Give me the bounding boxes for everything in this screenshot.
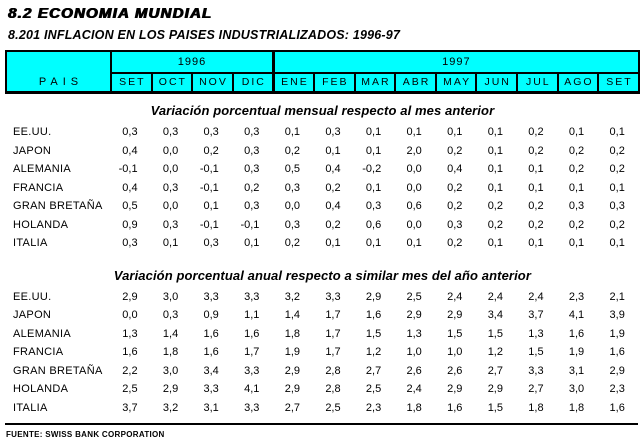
value-cell: 0,3 [568, 200, 585, 213]
value-cell: 1,9 [284, 346, 301, 359]
value-cell: 0,2 [528, 126, 544, 139]
country-label: FRANCIA [13, 346, 64, 359]
month-header-oct: OCT [152, 73, 193, 93]
value-cell: 0,1 [568, 126, 585, 139]
value-cell: 0,6 [406, 200, 422, 213]
value-cell: 1,0 [447, 346, 463, 359]
value-cell: 3,7 [528, 309, 544, 322]
value-cell: 2,7 [528, 383, 544, 396]
value-cell: 0,2 [609, 144, 625, 157]
value-cell: 0,1 [325, 144, 341, 157]
value-cell: 0,3 [162, 126, 179, 139]
value-cell: 0,3 [203, 126, 219, 139]
value-cell: 0,2 [284, 237, 301, 250]
table-row [6, 399, 639, 418]
value-cell: 2,8 [325, 383, 341, 396]
value-cell: 0,1 [528, 181, 544, 194]
value-cell: 1,7 [325, 346, 341, 359]
value-cell: 1,6 [568, 327, 585, 340]
month-header-feb: FEB [314, 73, 355, 93]
value-cell: 0,2 [203, 144, 219, 157]
country-label: EE.UU. [13, 126, 52, 139]
country-label: HOLANDA [13, 383, 69, 396]
value-cell: 1,8 [406, 401, 422, 414]
value-cell: 0,1 [325, 237, 341, 250]
country-label: ITALIA [13, 401, 48, 414]
value-cell: 0,1 [203, 200, 219, 213]
value-cell: 1,5 [487, 401, 503, 414]
table-row [6, 142, 639, 161]
value-cell: -0,1 [240, 218, 260, 231]
value-cell: 2,4 [528, 290, 544, 303]
value-cell: 3,4 [487, 309, 503, 322]
table-header [6, 51, 639, 93]
value-cell: 0,1 [365, 181, 382, 194]
value-cell: 1,2 [487, 346, 503, 359]
year-header-1996: 1996 [111, 51, 273, 73]
value-cell: 0,3 [244, 200, 260, 213]
value-cell: 1,3 [528, 327, 544, 340]
table-row [6, 123, 639, 142]
value-cell: 3,3 [203, 383, 219, 396]
value-cell: 0,1 [487, 181, 503, 194]
value-cell: 0,5 [284, 163, 301, 176]
footer-rule [5, 423, 638, 425]
value-cell: 4,1 [568, 309, 585, 322]
value-cell: 3,3 [325, 290, 341, 303]
value-cell: 0,2 [447, 144, 463, 157]
country-label: JAPON [13, 144, 52, 157]
value-cell: 2,6 [447, 364, 463, 377]
value-cell: 1,6 [609, 401, 625, 414]
value-cell: 0,6 [365, 218, 382, 231]
value-cell: 0,3 [244, 144, 260, 157]
value-cell: 3,7 [122, 401, 138, 414]
value-cell: 0,1 [568, 181, 585, 194]
value-cell: 0,1 [487, 163, 503, 176]
value-cell: 0,2 [487, 200, 503, 213]
value-cell: 2,1 [609, 290, 625, 303]
month-header-set: SET [111, 73, 152, 93]
value-cell: 0,0 [406, 181, 422, 194]
year-header-1997: 1997 [273, 51, 638, 73]
value-cell: 1,1 [244, 309, 260, 322]
value-cell: 2,4 [487, 290, 503, 303]
value-cell: 1,5 [528, 346, 544, 359]
value-cell: 1,5 [365, 327, 382, 340]
value-cell: 1,3 [122, 327, 138, 340]
value-cell: 0,0 [162, 163, 179, 176]
value-cell: 2,9 [365, 290, 382, 303]
month-header-jun: JUN [476, 73, 517, 93]
value-cell: 0,1 [609, 237, 625, 250]
value-cell: 3,4 [203, 364, 219, 377]
value-cell: 0,0 [406, 163, 422, 176]
value-cell: 0,2 [487, 218, 503, 231]
value-cell: 1,5 [487, 327, 503, 340]
value-cell: 0,2 [325, 181, 341, 194]
value-cell: 0,0 [162, 144, 179, 157]
value-cell: 0,2 [528, 144, 544, 157]
value-cell: -0,1 [199, 181, 219, 194]
value-cell: 0,0 [162, 200, 179, 213]
month-header-abr: ABR [395, 73, 436, 93]
value-cell: -0,1 [199, 163, 219, 176]
table-row [6, 343, 639, 362]
table-row [6, 306, 639, 325]
table-row [6, 288, 639, 307]
value-cell: 1,2 [365, 346, 382, 359]
value-cell: 0,2 [447, 200, 463, 213]
value-cell: 0,3 [122, 126, 138, 139]
value-cell: 2,9 [487, 383, 503, 396]
table-row [6, 160, 639, 179]
month-header-set: SET [598, 73, 639, 93]
month-header-nov: NOV [192, 73, 233, 93]
inflation-table [5, 50, 640, 417]
value-cell: 2,7 [487, 364, 503, 377]
country-label: ALEMANIA [13, 327, 72, 340]
value-cell: 0,2 [447, 181, 463, 194]
value-cell: 1,6 [122, 346, 138, 359]
value-cell: 1,8 [284, 327, 301, 340]
value-cell: 0,4 [325, 200, 341, 213]
value-cell: 0,3 [447, 218, 463, 231]
value-cell: 1,4 [162, 327, 179, 340]
value-cell: 0,2 [528, 218, 544, 231]
value-cell: 0,3 [122, 237, 138, 250]
value-cell: 1,3 [406, 327, 422, 340]
year-header-row [6, 51, 639, 73]
value-cell: 0,2 [244, 181, 260, 194]
value-cell: 0,3 [284, 218, 301, 231]
value-cell: 1,7 [325, 309, 341, 322]
value-cell: 0,2 [528, 200, 544, 213]
value-cell: 1,8 [162, 346, 179, 359]
value-cell: 0,3 [365, 200, 382, 213]
value-cell: 0,1 [365, 144, 382, 157]
value-cell: 0,2 [568, 144, 585, 157]
value-cell: 2,9 [447, 309, 463, 322]
value-cell: 2,7 [284, 401, 301, 414]
value-cell: 0,1 [284, 126, 301, 139]
value-cell: 1,6 [447, 401, 463, 414]
country-label: GRAN BRETAÑA [13, 200, 103, 213]
value-cell: 2,5 [325, 401, 341, 414]
value-cell: 2,9 [162, 383, 179, 396]
value-cell: 3,1 [203, 401, 219, 414]
table-row [6, 197, 639, 216]
value-cell: 0,2 [609, 163, 625, 176]
value-cell: 1,6 [203, 346, 219, 359]
value-cell: 0,2 [568, 163, 585, 176]
value-cell: 0,3 [244, 163, 260, 176]
value-cell: 0,1 [487, 126, 503, 139]
value-cell: 1,4 [284, 309, 301, 322]
value-cell: 2,3 [568, 290, 585, 303]
value-cell: 3,3 [244, 290, 260, 303]
value-cell: 0,1 [162, 237, 179, 250]
value-cell: 0,1 [365, 237, 382, 250]
value-cell: 0,1 [487, 237, 503, 250]
value-cell: 0,9 [122, 218, 138, 231]
value-cell: 1,0 [406, 346, 422, 359]
value-cell: 1,5 [447, 327, 463, 340]
value-cell: 1,7 [244, 346, 260, 359]
value-cell: 0,4 [122, 181, 138, 194]
value-cell: 0,2 [284, 144, 301, 157]
value-cell: 3,3 [244, 401, 260, 414]
value-cell: 0,3 [325, 126, 341, 139]
value-cell: 2,5 [406, 290, 422, 303]
value-cell: 0,5 [122, 200, 138, 213]
section-title-row [6, 93, 639, 124]
table-body [6, 93, 639, 418]
month-header-jul: JUL [517, 73, 558, 93]
section-title: Variación porcentual mensual respecto al mes anterior [150, 103, 495, 118]
table-row [6, 234, 639, 253]
value-cell: 0,1 [406, 237, 422, 250]
value-cell: 1,6 [609, 346, 625, 359]
value-cell: 3,3 [244, 364, 260, 377]
table-row [6, 216, 639, 235]
value-cell: 2,9 [122, 290, 138, 303]
month-header-mar: MAR [355, 73, 396, 93]
value-cell: 2,3 [609, 383, 625, 396]
value-cell: 0,0 [406, 218, 422, 231]
value-cell: 3,0 [162, 364, 179, 377]
value-cell: 0,3 [609, 200, 625, 213]
page-subtitle: 8.201 INFLACION EN LOS PAISES INDUSTRIALIZADOS: 1996-97 [8, 28, 401, 42]
value-cell: 2,5 [365, 383, 382, 396]
value-cell: 0,1 [568, 237, 585, 250]
value-cell: 2,9 [284, 364, 301, 377]
value-cell: 0,1 [609, 126, 625, 139]
value-cell: 3,3 [528, 364, 544, 377]
value-cell: 0,1 [365, 126, 382, 139]
country-label: FRANCIA [13, 181, 64, 194]
value-cell: 1,8 [528, 401, 544, 414]
value-cell: 0,3 [162, 218, 179, 231]
country-label: ALEMANIA [13, 163, 72, 176]
value-cell: 3,2 [284, 290, 301, 303]
value-cell: 0,1 [528, 237, 544, 250]
month-header-dic: DIC [233, 73, 274, 93]
value-cell: 3,1 [568, 364, 585, 377]
value-cell: 0,1 [487, 144, 503, 157]
value-cell: 0,3 [162, 309, 179, 322]
value-cell: 2,0 [406, 144, 422, 157]
value-cell: 4,1 [244, 383, 260, 396]
value-cell: 3,0 [162, 290, 179, 303]
value-cell: 0,2 [568, 218, 585, 231]
value-cell: -0,2 [362, 163, 382, 176]
table-row [6, 362, 639, 381]
country-label: ITALIA [13, 237, 48, 250]
value-cell: 3,9 [609, 309, 625, 322]
document-page [0, 5, 644, 439]
value-cell: 3,3 [203, 290, 219, 303]
value-cell: 2,9 [284, 383, 301, 396]
value-cell: 3,2 [162, 401, 179, 414]
value-cell: 2,5 [122, 383, 138, 396]
value-cell: 1,7 [325, 327, 341, 340]
value-cell: 0,3 [244, 126, 260, 139]
value-cell: 0,3 [284, 181, 301, 194]
value-cell: 0,0 [122, 309, 138, 322]
table-row [6, 179, 639, 198]
value-cell: 2,8 [325, 364, 341, 377]
month-header-ene: ENE [273, 73, 314, 93]
country-label: EE.UU. [13, 290, 52, 303]
value-cell: 0,2 [325, 218, 341, 231]
value-cell: 2,3 [365, 401, 382, 414]
value-cell: 0,4 [447, 163, 463, 176]
country-label: JAPON [13, 309, 52, 322]
value-cell: 0,0 [284, 200, 301, 213]
value-cell: 0,1 [406, 126, 422, 139]
page-title: 8.2 ECONOMIA MUNDIAL [8, 5, 213, 22]
value-cell: 1,8 [568, 401, 585, 414]
value-cell: 2,7 [365, 364, 382, 377]
month-header-may: MAY [436, 73, 477, 93]
value-cell: 2,9 [406, 309, 422, 322]
value-cell: 0,4 [325, 163, 341, 176]
value-cell: -0,1 [118, 163, 138, 176]
value-cell: -0,1 [199, 218, 219, 231]
value-cell: 3,0 [568, 383, 585, 396]
value-cell: 0,1 [528, 163, 544, 176]
value-cell: 2,9 [447, 383, 463, 396]
country-column-header: PAIS [6, 51, 111, 93]
value-cell: 0,3 [203, 237, 219, 250]
value-cell: 2,6 [406, 364, 422, 377]
value-cell: 0,2 [609, 218, 625, 231]
value-cell: 0,1 [447, 126, 463, 139]
value-cell: 1,6 [203, 327, 219, 340]
value-cell: 2,4 [406, 383, 422, 396]
table-row [6, 325, 639, 344]
value-cell: 2,2 [122, 364, 138, 377]
month-header-ago: AGO [558, 73, 599, 93]
value-cell: 1,6 [244, 327, 260, 340]
country-label: HOLANDA [13, 218, 69, 231]
value-cell: 0,1 [244, 237, 260, 250]
value-cell: 0,9 [203, 309, 219, 322]
table-row [6, 380, 639, 399]
source-note: FUENTE: SWISS BANK CORPORATION [6, 430, 165, 439]
value-cell: 1,6 [365, 309, 382, 322]
country-label: GRAN BRETAÑA [13, 364, 103, 377]
value-cell: 2,9 [609, 364, 625, 377]
value-cell: 0,4 [122, 144, 138, 157]
section-title-row [6, 253, 639, 288]
value-cell: 0,2 [447, 237, 463, 250]
value-cell: 2,4 [447, 290, 463, 303]
value-cell: 0,3 [162, 181, 179, 194]
value-cell: 0,1 [609, 181, 625, 194]
section-title: Variación porcentual anual respecto a similar mes del año anterior [113, 267, 532, 283]
value-cell: 1,9 [609, 327, 625, 340]
value-cell: 1,9 [568, 346, 585, 359]
